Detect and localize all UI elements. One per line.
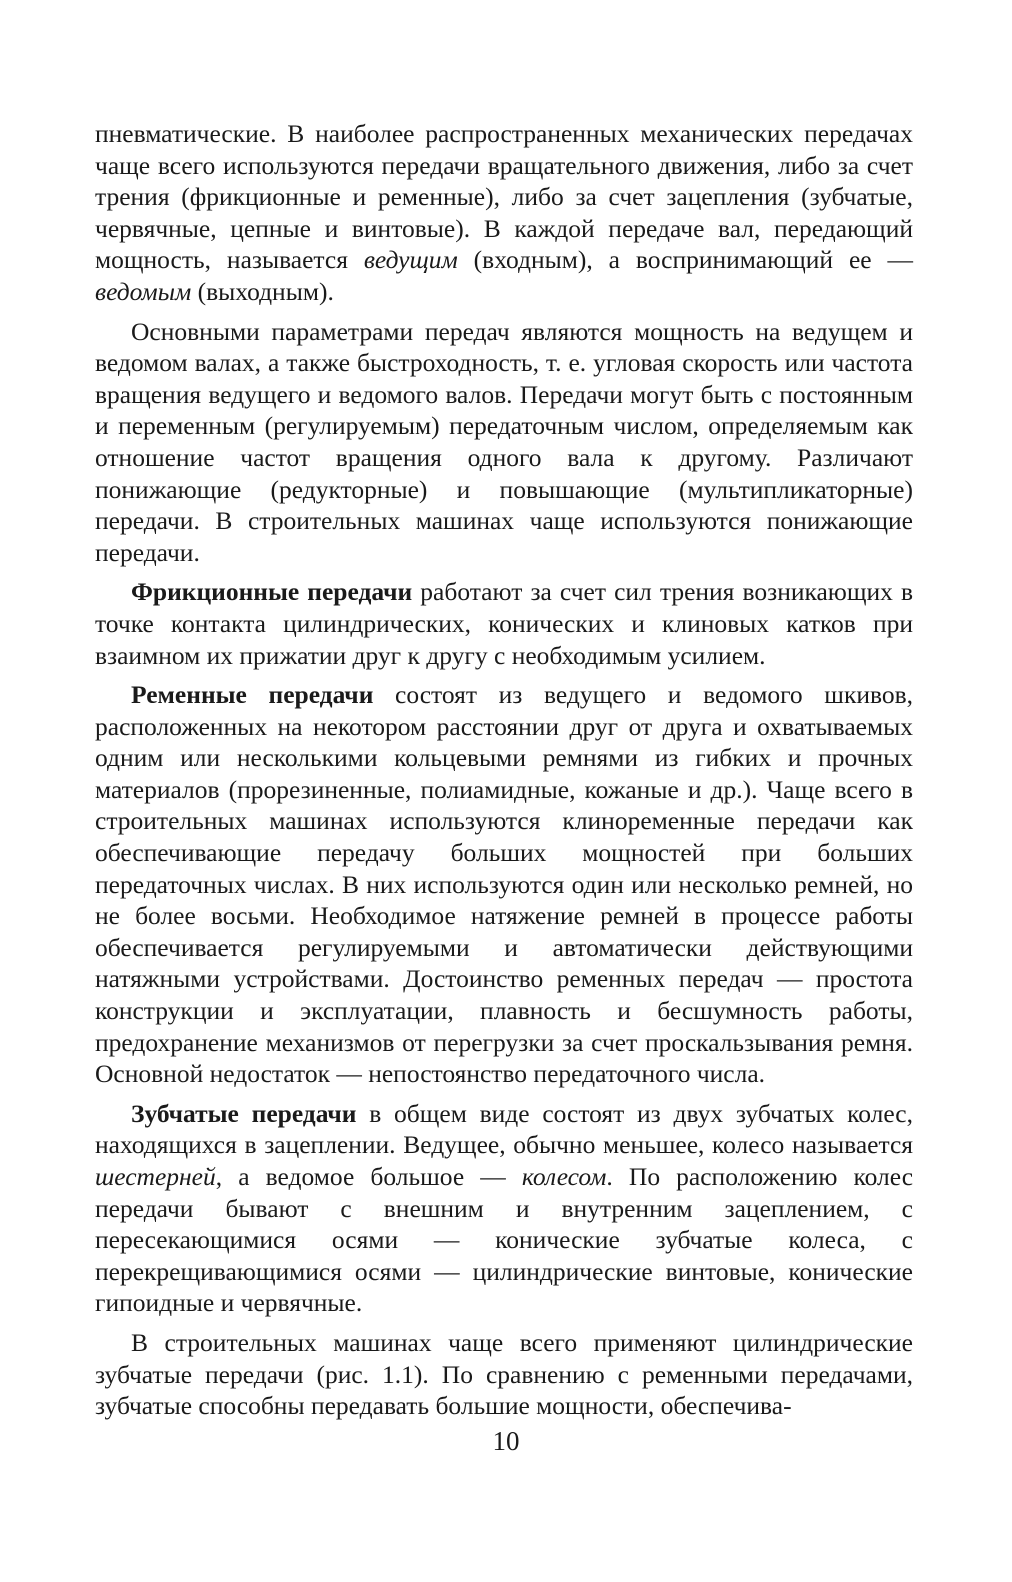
term-italic: ведомым <box>95 276 192 306</box>
paragraph-gear-drives <box>95 1098 913 1319</box>
page-number: 10 <box>492 1426 520 1456</box>
text-run: В строительных машинах чаще всего применяют цилиндрические зубчатые передачи (рис. 1.1). По сравнению с ременными передачами, зубчатые способны передавать большие мощности, обеспечива- <box>95 1327 913 1421</box>
text-run: в общем виде состоят из двух зубчатых колес, находящихся в зацеплении. Ведущее, обычно меньшее, колесо называется <box>95 1098 913 1160</box>
paragraph-pneumatic <box>95 118 913 308</box>
text-run: Основными параметрами передач являются мощность на ведущем и ведомом валах, а также быстроходность, т. е. угловая скорость или частота вращения ведущего и ведомого валов. Передачи могут быть с постоянным и переменным (регулируемым) передаточным числом, определяемым как отношение частот вращения одного вала к другому. Различают понижающие (редукторные) и повышающие (мультипликаторные) передачи. В строительных машинах чаще используются понижающие передачи. <box>95 316 913 567</box>
term-italic: ведущим <box>363 245 458 275</box>
term-italic: шестерней <box>95 1162 216 1191</box>
paragraph-belt-drives <box>95 679 913 1090</box>
text-run: . По расположению колес передачи бывают с внешним и внутренним зацеплением, с пересекающимися осями — конические зубчатые колеса, с перекрещивающимися осями — цилиндрические винтовые, конические гипоидные и червячные. <box>95 1162 914 1318</box>
text-run: , а ведомое большое — <box>215 1162 522 1191</box>
text-run: (выходным). <box>191 276 334 306</box>
term-heading: Ременные передачи <box>131 680 374 710</box>
paragraph-friction-drives <box>95 576 913 671</box>
text-run: пневматические. В наиболее распространенных механических передачах чаще всего используются передачи вращательного движения, либо за счет трения (фрикционные и ременные), либо за счет зацепления (зубчатые, червячные, цепные и винтовые). В каждой передаче вал, передающий мощность, называется <box>95 119 913 275</box>
term-italic: колесом <box>521 1162 607 1191</box>
paragraph-main-parameters <box>95 316 913 569</box>
term-heading: Зубчатые передачи <box>131 1098 357 1128</box>
text-run: (входным), а воспринимающий ее — <box>457 245 913 275</box>
paragraph-construction-machines <box>95 1327 913 1422</box>
text-run: состоят из ведущего и ведомого шкивов, расположенных на некотором расстоянии друг от друга и охватываемых одним или несколькими кольцевыми ремнями из гибких и прочных материалов (прорезиненные, полиамидные, кожаные и др.). Чаще всего в строительных машинах используются клиноременные передачи как обеспечивающие передачу больших мощностей при больших передаточных числах. В них используются один или несколько ремней, но не более восьми. Необходимое натяжение ремней в процессе работы обеспечивается регулируемыми и автоматически действующими натяжными устройствами. Достоинство ременных передач — простота конструкции и эксплуатации, плавность и бесшумность работы, предохранение механизмов от перегрузки за счет проскальзывания ремня. Основной недостаток — непостоянство передаточного числа. <box>95 680 914 1089</box>
page-body <box>95 118 913 1430</box>
text-run: работают за счет сил трения возникающих в точке контакта цилиндрических, конических и клиновых катков при взаимном их прижатии друг к другу с необходимым усилием. <box>95 577 914 670</box>
term-heading: Фрикционные передачи <box>131 577 413 607</box>
